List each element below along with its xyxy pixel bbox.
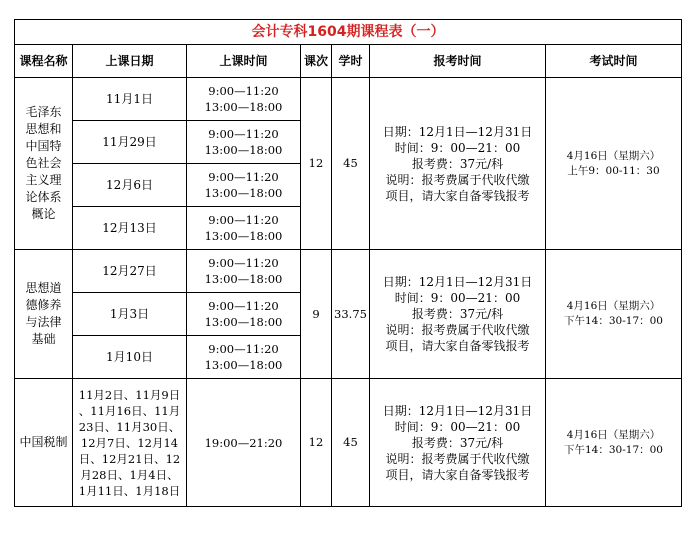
class-time: 9:00—11:20 13:00—18:00 [187,78,301,121]
exam-time-cell: 4月16日（星期六） 下午14：30-17：00 [546,250,682,379]
header-class-date: 上课日期 [73,45,187,78]
exam-time-cell: 4月16日（星期六） 下午14：30-17：00 [546,379,682,507]
sessions-cell: 9 [301,250,332,379]
class-time: 9:00—11:20 13:00—18:00 [187,121,301,164]
exam-time-cell: 4月16日（星期六） 上午9：00-11：30 [546,78,682,250]
class-time: 9:00—11:20 13:00—18:00 [187,250,301,293]
hours-cell: 45 [332,379,370,507]
course-name: 毛泽东 思想和 中国特 色社会 主义理 论体系 概论 [15,78,73,250]
class-date-list: 11月2日、11月9日 、11月16日、11月 23日、11月30日、 12月7日、12月14 日、12月21日、12 月28日、1月4日、 1月11日、1月18日 [73,379,187,507]
class-date: 11月29日 [73,121,187,164]
sessions-cell: 12 [301,78,332,250]
sessions-cell: 12 [301,379,332,507]
class-time: 19:00—21:20 [187,379,301,507]
table-row [15,379,682,507]
registration-info: 日期：12月1日—12月31日 时间：9：00—21：00 报考费：37元/科 说明：报考费属于代收代缴 项目，请大家自备零钱报考 [370,250,546,379]
header-registration-time: 报考时间 [370,45,546,78]
hours-cell: 45 [332,78,370,250]
class-date: 12月27日 [73,250,187,293]
registration-info: 日期：12月1日—12月31日 时间：9：00—21：00 报考费：37元/科 说明：报考费属于代收代缴 项目，请大家自备零钱报考 [370,78,546,250]
class-time: 9:00—11:20 13:00—18:00 [187,164,301,207]
class-date: 12月13日 [73,207,187,250]
registration-info: 日期：12月1日—12月31日 时间：9：00—21：00 报考费：37元/科 说明：报考费属于代收代缴 项目，请大家自备零钱报考 [370,379,546,507]
class-time: 9:00—11:20 13:00—18:00 [187,293,301,336]
schedule-sheet [14,19,682,507]
class-date: 1月10日 [73,336,187,379]
header-exam-time: 考试时间 [546,45,682,78]
schedule-title: 会计专科1604期课程表（一） [15,20,682,45]
class-date: 12月6日 [73,164,187,207]
header-sessions: 课次 [301,45,332,78]
course-name: 思想道 德修养 与法律 基础 [15,250,73,379]
hours-cell: 33.75 [332,250,370,379]
header-course: 课程名称 [15,45,73,78]
course-name: 中国税制 [15,379,73,507]
class-date: 1月3日 [73,293,187,336]
table-row [15,78,682,121]
header-class-time: 上课时间 [187,45,301,78]
table-row [15,250,682,293]
class-date: 11月1日 [73,78,187,121]
header-hours: 学时 [332,45,370,78]
schedule-table [14,19,682,507]
class-time: 9:00—11:20 13:00—18:00 [187,336,301,379]
class-time: 9:00—11:20 13:00—18:00 [187,207,301,250]
